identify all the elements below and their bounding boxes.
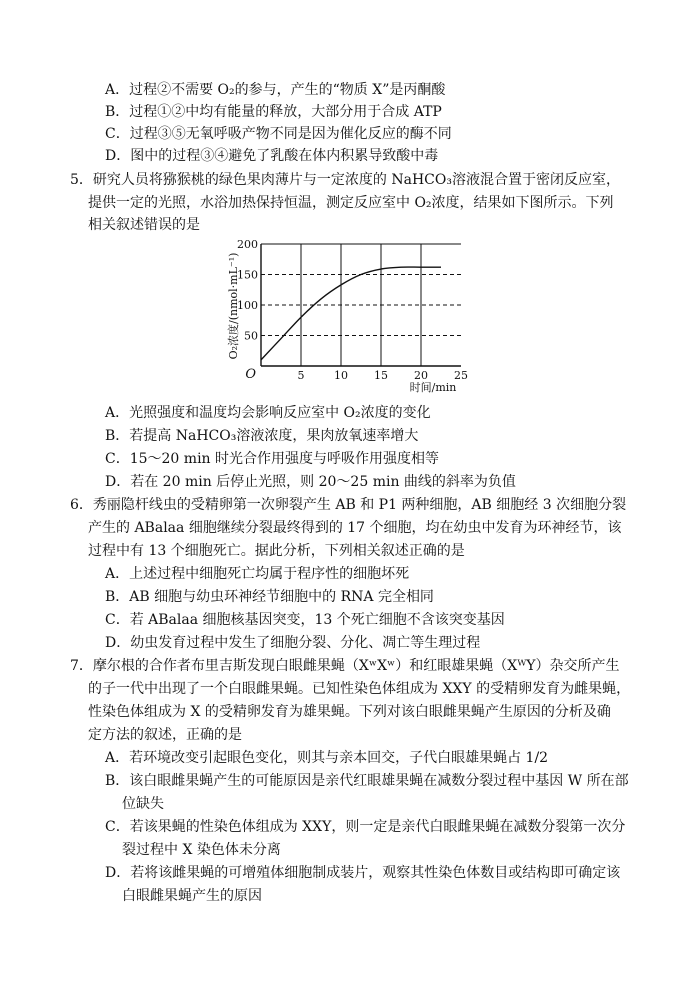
y-tick-labels (237, 238, 258, 343)
q5-option-b: B．若提高 NaHCO₃溶液浓度，果肉放氧速率增大 (105, 428, 419, 444)
y-tick-50: 50 (244, 329, 258, 343)
q4-option-b: B．过程①②中均有能量的释放，大部分用于合成 ATP (105, 104, 442, 120)
q7-stem-line-1: 7．摩尔根的合作者布里吉斯发现白眼雌果蝇（XʷXʷ）和红眼雄果蝇（XᵂY）杂交所产生 (70, 658, 620, 674)
x-axis-title: 时间/min (409, 381, 457, 394)
x-tick-10: 10 (334, 369, 348, 382)
q5-option-c: C．15～20 min 时光合作用强度与呼吸作用强度相等 (105, 451, 440, 467)
q7-stem-line-2: 的子一代中出现了一个白眼雌果蝇。已知性染色体组成为 XXY 的受精卵发育为雌果蝇， (88, 681, 631, 697)
q5-option-a: A．光照强度和温度均会影响反应室中 O₂浓度的变化 (105, 405, 431, 421)
q6-stem-line-1: 6．秀丽隐杆线虫的受精卵第一次卵裂产生 AB 和 P1 两种细胞，AB 细胞经 3 次细胞分裂 (70, 497, 627, 513)
q4-option-c: C．过程③⑤无氧呼吸产物不同是因为催化反应的酶不同 (105, 126, 452, 142)
y-axis-title: O₂浓度/(nmol·mL⁻¹) (227, 252, 240, 360)
q6-option-b: B．AB 细胞与幼虫环神经节细胞中的 RNA 完全相同 (105, 589, 434, 605)
q5-stem-line-3: 相关叙述错误的是 (88, 217, 200, 233)
x-tick-25: 25 (454, 369, 468, 382)
q7-stem-line-3: 性染色体组成为 X 的受精卵发育为雄果蝇。下列对该白眼雌果蝇产生原因的分析及确 (88, 704, 611, 720)
chart-grid (261, 244, 461, 366)
q7-option-d-line-2: 白眼雌果蝇产生的原因 (122, 888, 262, 904)
q5-stem-line-1: 5．研究人员将猕猴桃的绿色果肉薄片与一定浓度的 NaHCO₃溶液混合置于密闭反应室， (70, 172, 620, 188)
y-tick-100: 100 (237, 299, 258, 312)
q6-option-a: A．上述过程中细胞死亡均属于程序性的细胞坏死 (105, 566, 410, 582)
q7-option-d-line-1: D．若将该雌果蝇的可增殖体细胞制成装片，观察其性染色体数目或结构即可确定该 (105, 865, 621, 881)
q6-stem-line-3: 过程中有 13 个细胞死亡。据此分析，下列相关叙述正确的是 (88, 543, 465, 559)
y-tick-150: 150 (237, 268, 258, 282)
q7-option-a: A．若环境改变引起眼色变化，则其与亲本回交，子代白眼雄果蝇占 1/2 (105, 750, 549, 766)
q5-stem-line-2: 提供一定的光照，水浴加热保持恒温，测定反应室中 O₂浓度，结果如下图所示。下列 (88, 195, 614, 211)
o2-curve (261, 267, 441, 360)
x-tick-20: 20 (414, 369, 428, 382)
x-tick-15: 15 (374, 369, 388, 382)
q6-stem-line-2: 产生的 ABalaa 细胞继续分裂最终得到的 17 个细胞，均在幼虫中发育为环神经节，该 (88, 520, 622, 536)
q4-option-d: D．图中的过程③④避免了乳酸在体内积累导致酸中毒 (105, 148, 439, 164)
q7-stem-line-4: 定方法的叙述，正确的是 (88, 727, 242, 743)
x-tick-5: 5 (297, 369, 305, 382)
y-tick-200: 200 (237, 238, 258, 251)
q7-option-c-line-1: C．若该果蝇的性染色体组成为 XXY，则一定是亲代白眼雌果蝇在减数分裂第一次分 (105, 819, 626, 835)
q5-option-d: D．若在 20 min 后停止光照，则 20～25 min 曲线的斜率为负值 (105, 474, 516, 490)
q7-option-c-line-2: 裂过程中 X 染色体未分离 (122, 842, 281, 858)
q7-option-b-line-1: B．该白眼雌果蝇产生的可能原因是亲代红眼雄果蝇在减数分裂过程中基因 W 所在部 (105, 773, 629, 789)
o2-concentration-chart (225, 236, 475, 396)
q7-option-b-line-2: 位缺失 (122, 796, 164, 812)
q6-option-d: D．幼虫发育过程中发生了细胞分裂、分化、凋亡等生理过程 (105, 635, 481, 651)
q4-option-a: A．过程②不需要 O₂的参与，产生的“物质 X”是丙酮酸 (105, 82, 446, 98)
q6-option-c: C．若 ABalaa 细胞核基因突变，13 个死亡细胞不含该突变基因 (105, 612, 505, 628)
origin-label: O (245, 367, 256, 382)
